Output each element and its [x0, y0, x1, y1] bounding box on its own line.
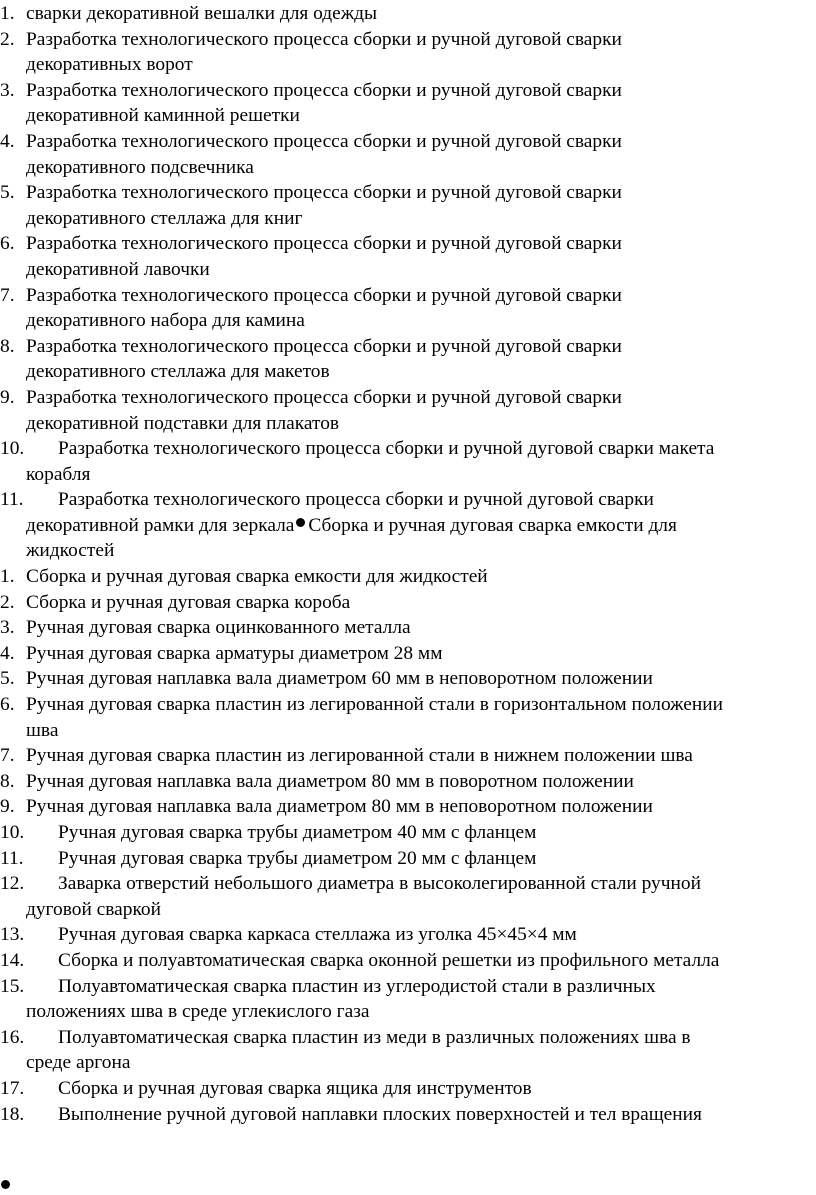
- list-item: [0, 666, 816, 692]
- item-number: 16.: [0, 1026, 25, 1048]
- item-line: Заварка отверстий небольшого диаметра в высоколегированной стали ручной: [58, 873, 701, 895]
- item-line: Разработка технологического процесса сборки и ручной дуговой сварки: [26, 28, 622, 50]
- item-line: Разработка технологического процесса сборки и ручной дуговой сварки: [26, 386, 622, 408]
- item-number: 4.: [0, 642, 15, 664]
- item-line: положениях шва в среде углекислого газа: [26, 1001, 370, 1023]
- list-item: [0, 27, 816, 78]
- item-line: Сборка и ручная дуговая сварка короба: [26, 591, 351, 613]
- item-line: Разработка технологического процесса сборки и ручной дуговой сварки: [26, 79, 622, 101]
- item-number: 5.: [0, 182, 15, 204]
- list-item: [0, 1, 816, 27]
- item-line: Ручная дуговая сварка оцинкованного металла: [26, 617, 411, 639]
- item-number: 10.: [0, 438, 25, 460]
- list-item: [0, 871, 816, 922]
- list-item: [0, 436, 816, 487]
- item-line: Сборка и полуавтоматическая сварка оконной решетки из профильного металла: [58, 949, 720, 971]
- section-a: [0, 1, 816, 487]
- list-item: [0, 231, 816, 282]
- list-item: [0, 1102, 816, 1128]
- item-number: 3.: [0, 617, 15, 639]
- topic-list: [0, 1, 816, 1127]
- item-number: 8.: [0, 335, 15, 357]
- list-item: [0, 794, 816, 820]
- list-item: [0, 743, 816, 769]
- item-line: декоративной каминной решетки: [26, 105, 300, 127]
- item-line: декоративного набора для камина: [26, 310, 305, 332]
- item-line: Ручная дуговая сварка трубы диаметром 20 мм с фланцем: [58, 847, 537, 869]
- item-line: дуговой сваркой: [26, 898, 161, 920]
- item-number: 6.: [0, 233, 15, 255]
- item-line: Ручная дуговая сварка каркаса стеллажа из уголка 45×45×4 мм: [58, 924, 577, 946]
- item-line: Ручная дуговая сварка арматуры диаметром 28 мм: [26, 642, 443, 664]
- list-item: [0, 590, 816, 616]
- item-number: 12.: [0, 873, 25, 895]
- item-number: 14.: [0, 949, 25, 971]
- item-line: Ручная дуговая наплавка вала диаметром 60 мм в неповоротном положении: [26, 668, 653, 690]
- item-line: декоративного стеллажа для макетов: [26, 361, 330, 383]
- item-line: Полуавтоматическая сварка пластин из меди в различных положениях шва в: [58, 1026, 691, 1048]
- list-item: [0, 129, 816, 180]
- item-text: Сборка и ручная дуговая сварка емкости для: [308, 514, 677, 536]
- item-number: 11.: [0, 489, 24, 511]
- list-item: [0, 769, 816, 795]
- item-number: 9.: [0, 386, 15, 408]
- item-line: среде аргона: [26, 1052, 131, 1074]
- bullet-icon: [296, 518, 305, 527]
- item-line: Разработка технологического процесса сборки и ручной дуговой сварки: [26, 182, 622, 204]
- item-line: Сборка и ручная дуговая сварка емкости для жидкостей: [26, 566, 488, 588]
- item-line: Ручная дуговая наплавка вала диаметром 80 мм в неповоротном положении: [26, 796, 653, 818]
- item-number: 5.: [0, 668, 15, 690]
- item-number: 9.: [0, 796, 15, 818]
- section-b: [0, 564, 816, 1127]
- item-number: 15.: [0, 975, 25, 997]
- item-line: декоративных ворот: [26, 54, 193, 76]
- bullet-icon: [1, 1180, 10, 1189]
- list-item: [0, 692, 816, 743]
- list-item: [0, 922, 816, 948]
- list-item: [0, 180, 816, 231]
- item-line: Разработка технологического процесса сборки и ручной дуговой сварки макета: [58, 438, 715, 460]
- item-text: декоративной рамки для зеркала: [26, 514, 295, 536]
- item-number: 3.: [0, 79, 15, 101]
- item-line: декоративного стеллажа для книг: [26, 207, 303, 229]
- item-number: 2.: [0, 28, 15, 50]
- item-number: 18.: [0, 1103, 25, 1125]
- item-line: Выполнение ручной дуговой наплавки плоских поверхностей и тел вращения: [58, 1103, 702, 1125]
- item-line: Ручная дуговая сварка пластин из легированной стали в горизонтальном положении: [26, 694, 724, 716]
- item-number: 1.: [0, 3, 15, 24]
- item-line: корабля: [26, 463, 91, 485]
- item-line: Разработка технологического процесса сборки и ручной дуговой сварки: [26, 130, 622, 152]
- list-item: [0, 385, 816, 436]
- item-line: Разработка технологического процесса сборки и ручной дуговой сварки: [26, 335, 622, 357]
- item-line: Разработка технологического процесса сборки и ручной дуговой сварки: [58, 489, 654, 511]
- item-number: 8.: [0, 770, 15, 792]
- list-item: [0, 1076, 816, 1102]
- item-line: сварки декоративной вешалки для одежды: [26, 3, 378, 24]
- list-item: [0, 820, 816, 846]
- item-number: 4.: [0, 130, 15, 152]
- list-item: [0, 78, 816, 129]
- item-number: 11.: [0, 847, 24, 869]
- item-number: 10.: [0, 822, 25, 843]
- list-item: [0, 641, 816, 667]
- item-line: Полуавтоматическая сварка пластин из углеродистой стали в различных: [58, 975, 656, 997]
- item-number: 7.: [0, 284, 15, 306]
- item-line: Ручная дуговая наплавка вала диаметром 80 мм в поворотном положении: [26, 770, 634, 792]
- item-line: декоративной подставки для плакатов: [26, 412, 340, 434]
- item-line: шва: [26, 719, 59, 741]
- list-item: [0, 974, 816, 1025]
- list-item: [0, 948, 816, 974]
- item-line: Ручная дуговая сварка пластин из легированной стали в нижнем положении шва: [26, 745, 693, 767]
- list-item: [0, 846, 816, 872]
- item-line: Разработка технологического процесса сборки и ручной дуговой сварки: [26, 284, 622, 306]
- item-line: декоративного подсвечника: [26, 156, 254, 178]
- item-line: [26, 513, 816, 539]
- item-number: 1.: [0, 566, 15, 588]
- item-line: декоративной лавочки: [26, 258, 210, 280]
- item-number: 7.: [0, 745, 15, 767]
- item-number: 6.: [0, 694, 15, 716]
- item-number: 17.: [0, 1077, 25, 1099]
- item-line: жидкостей: [26, 540, 115, 562]
- list-item: [0, 1025, 816, 1076]
- item-number: 2.: [0, 591, 15, 613]
- item-line: Сборка и ручная дуговая сварка ящика для инструментов: [58, 1077, 532, 1099]
- item-line: Ручная дуговая сварка трубы диаметром 40 мм с фланцем: [58, 822, 537, 843]
- list-item: [0, 615, 816, 641]
- list-item: [0, 283, 816, 334]
- list-item: [0, 564, 816, 590]
- list-item: [0, 334, 816, 385]
- item-line: Разработка технологического процесса сборки и ручной дуговой сварки: [26, 233, 622, 255]
- item-number: 13.: [0, 924, 25, 946]
- list-item: [0, 487, 816, 564]
